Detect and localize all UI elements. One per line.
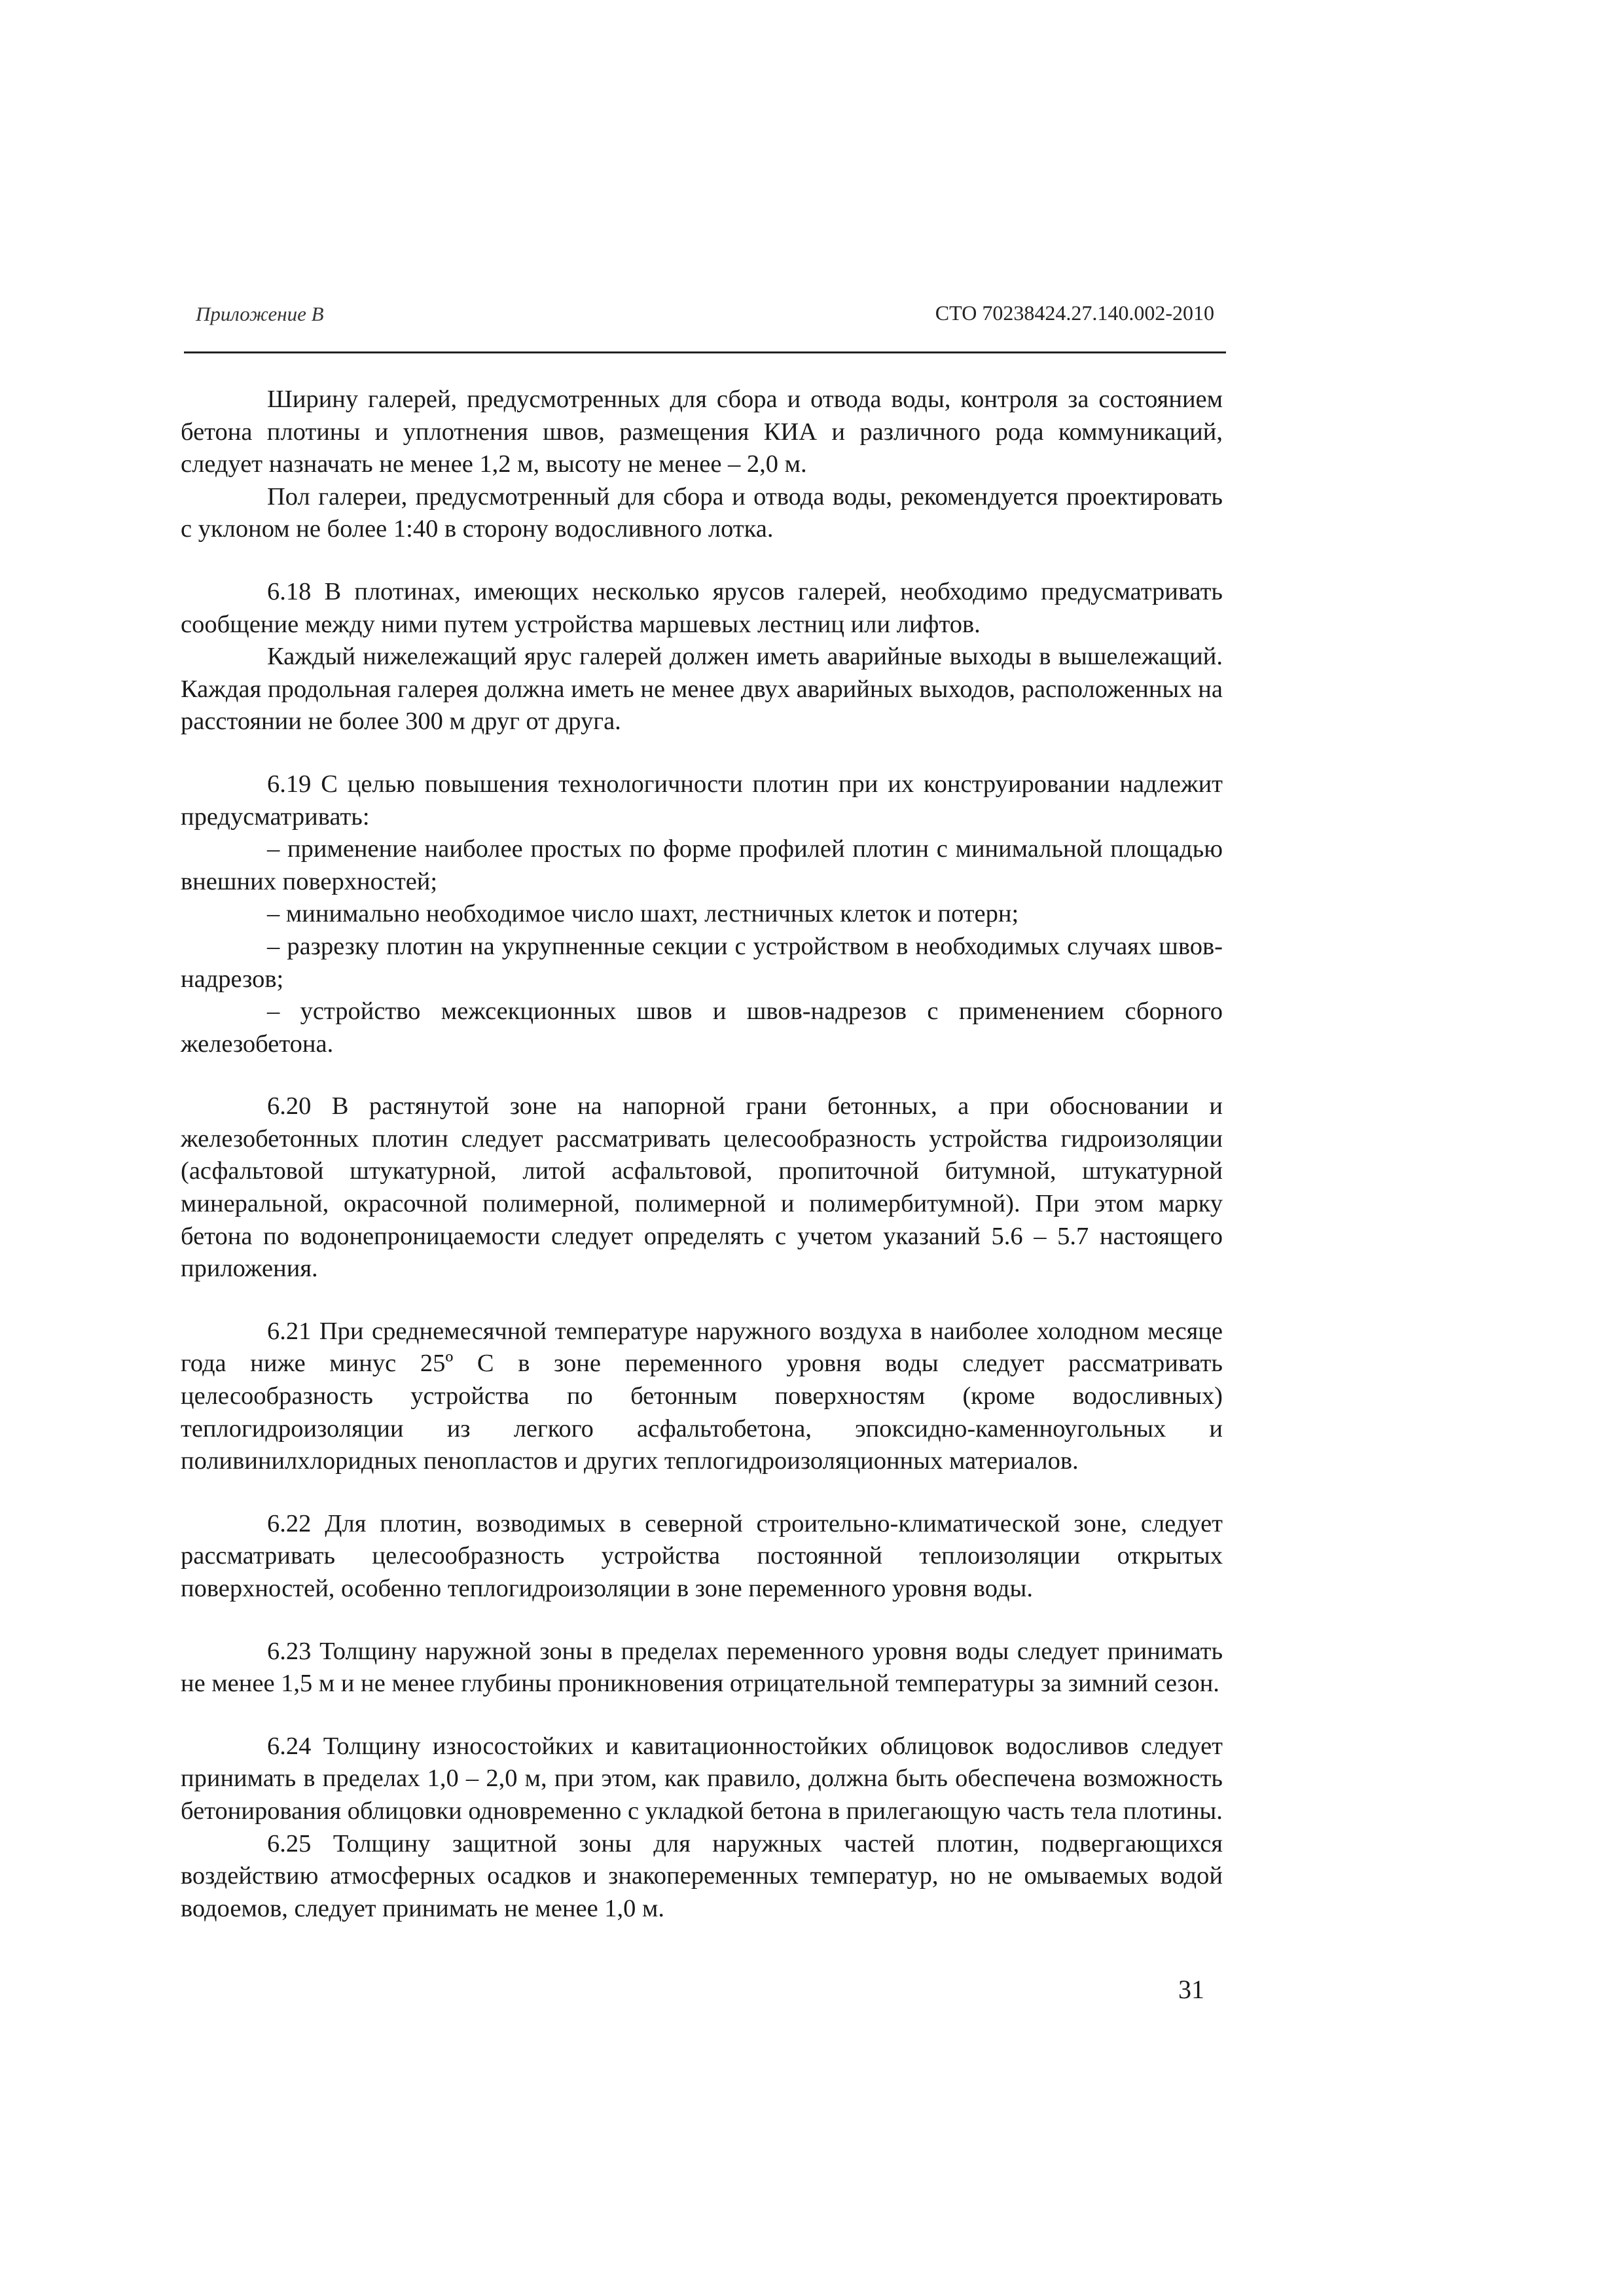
clause-6-19: 6.19 С целью повышения технологичности плотин при их конструировании надлежит предусматривать: [181, 770, 1223, 831]
clause-6-21: 6.21 При среднемесячной температуре наружного воздуха в наиболее холодном месяце года ниже минус 25º С в зоне переменного уровня воды следует рассматривать целесообразность устройства по бетонным поверхностям (кроме водосливных) теплогидроизоляции из легкого асфальтобетона, эпоксидно-каменноугольных и поливинилхлоридных пенопластов и других теплогидроизоляционных материалов. [181, 1317, 1223, 1475]
paragraph-gallery-width: Ширину галерей, предусмотренных для сбора и отвода воды, контроля за состоянием бетона плотины и уплотнения швов, размещения КИА и различного рода коммуникаций, следует назначать не менее 1,2 м, высоту не менее – 2,0 м. [181, 386, 1223, 478]
header-divider [184, 351, 1226, 353]
list-item: – применение наиболее простых по форме профилей плотин с минимальной площадью внешних поверхностей; [181, 835, 1223, 895]
clause-6-18: 6.18 В плотинах, имеющих несколько ярусов галерей, необходимо предусматривать сообщение между ними путем устройства маршевых лестниц или лифтов. [181, 577, 1223, 638]
page-header [184, 300, 1226, 335]
paragraph-emergency-exits: Каждый нижележащий ярус галерей должен иметь аварийные выходы в вышележащий. Каждая продольная галерея должна иметь не менее двух аварийных выходов, расположенных на расстоянии не более 300 м друг от друга. [181, 643, 1223, 736]
clause-6-22: 6.22 Для плотин, возводимых в северной строительно-климатической зоне, следует рассматривать целесообразность устройства постоянной теплоизоляции открытых поверхностей, особенно теплогидроизоляции в зоне переменного уровня воды. [181, 1509, 1223, 1602]
paragraph-gallery-floor: Пол галереи, предусмотренный для сбора и отвода воды, рекомендуется проектировать с уклоном не более 1:40 в сторону водосливного лотка. [181, 482, 1223, 543]
standard-number: СТО 70238424.27.140.002-2010 [935, 301, 1214, 325]
appendix-label: Приложение В [196, 302, 324, 325]
list-item: – минимально необходимое число шахт, лестничных клеток и потерн; [267, 900, 1019, 928]
clause-6-20: 6.20 В растянутой зоне на напорной грани бетонных, а при обосновании и железобетонных плотин следует рассматривать целесообразность устройства гидроизоляции (асфальтовой штукатурной, литой асфальтовой, пропиточной битумной, штукатурной минеральной, окрасочной полимерной, полимерной и полимербитумной). При этом марку бетона по водонепроницаемости следует определять с учетом указаний 5.6 – 5.7 настоящего приложения. [181, 1092, 1223, 1283]
clause-6-23: 6.23 Толщину наружной зоны в пределах переменного уровня воды следует принимать не менее 1,5 м и не менее глубины проникновения отрицательной температуры за зимний сезон. [181, 1637, 1223, 1698]
clause-6-24: 6.24 Толщину износостойких и кавитационностойких облицовок водосливов следует принимать в пределах 1,0 – 2,0 м, при этом, как правило, должна быть обеспечена возможность бетонирования облицовки одновременно с укладкой бетона в прилегающую часть тела плотины. [181, 1732, 1223, 1825]
document-body [181, 384, 1223, 1925]
list-item: – устройство межсекционных швов и швов-надрезов с применением сборного железобетона. [181, 997, 1223, 1058]
list-item: – разрезку плотин на укрупненные секции с устройством в необходимых случаях швов-надрезов; [181, 932, 1223, 993]
clause-6-25: 6.25 Толщину защитной зоны для наружных частей плотин, подвергающихся воздействию атмосферных осадков и знакопеременных температур, но не омываемых водой водоемов, следует принимать не менее 1,0 м. [181, 1829, 1223, 1922]
page-number: 31 [1178, 1975, 1204, 2004]
